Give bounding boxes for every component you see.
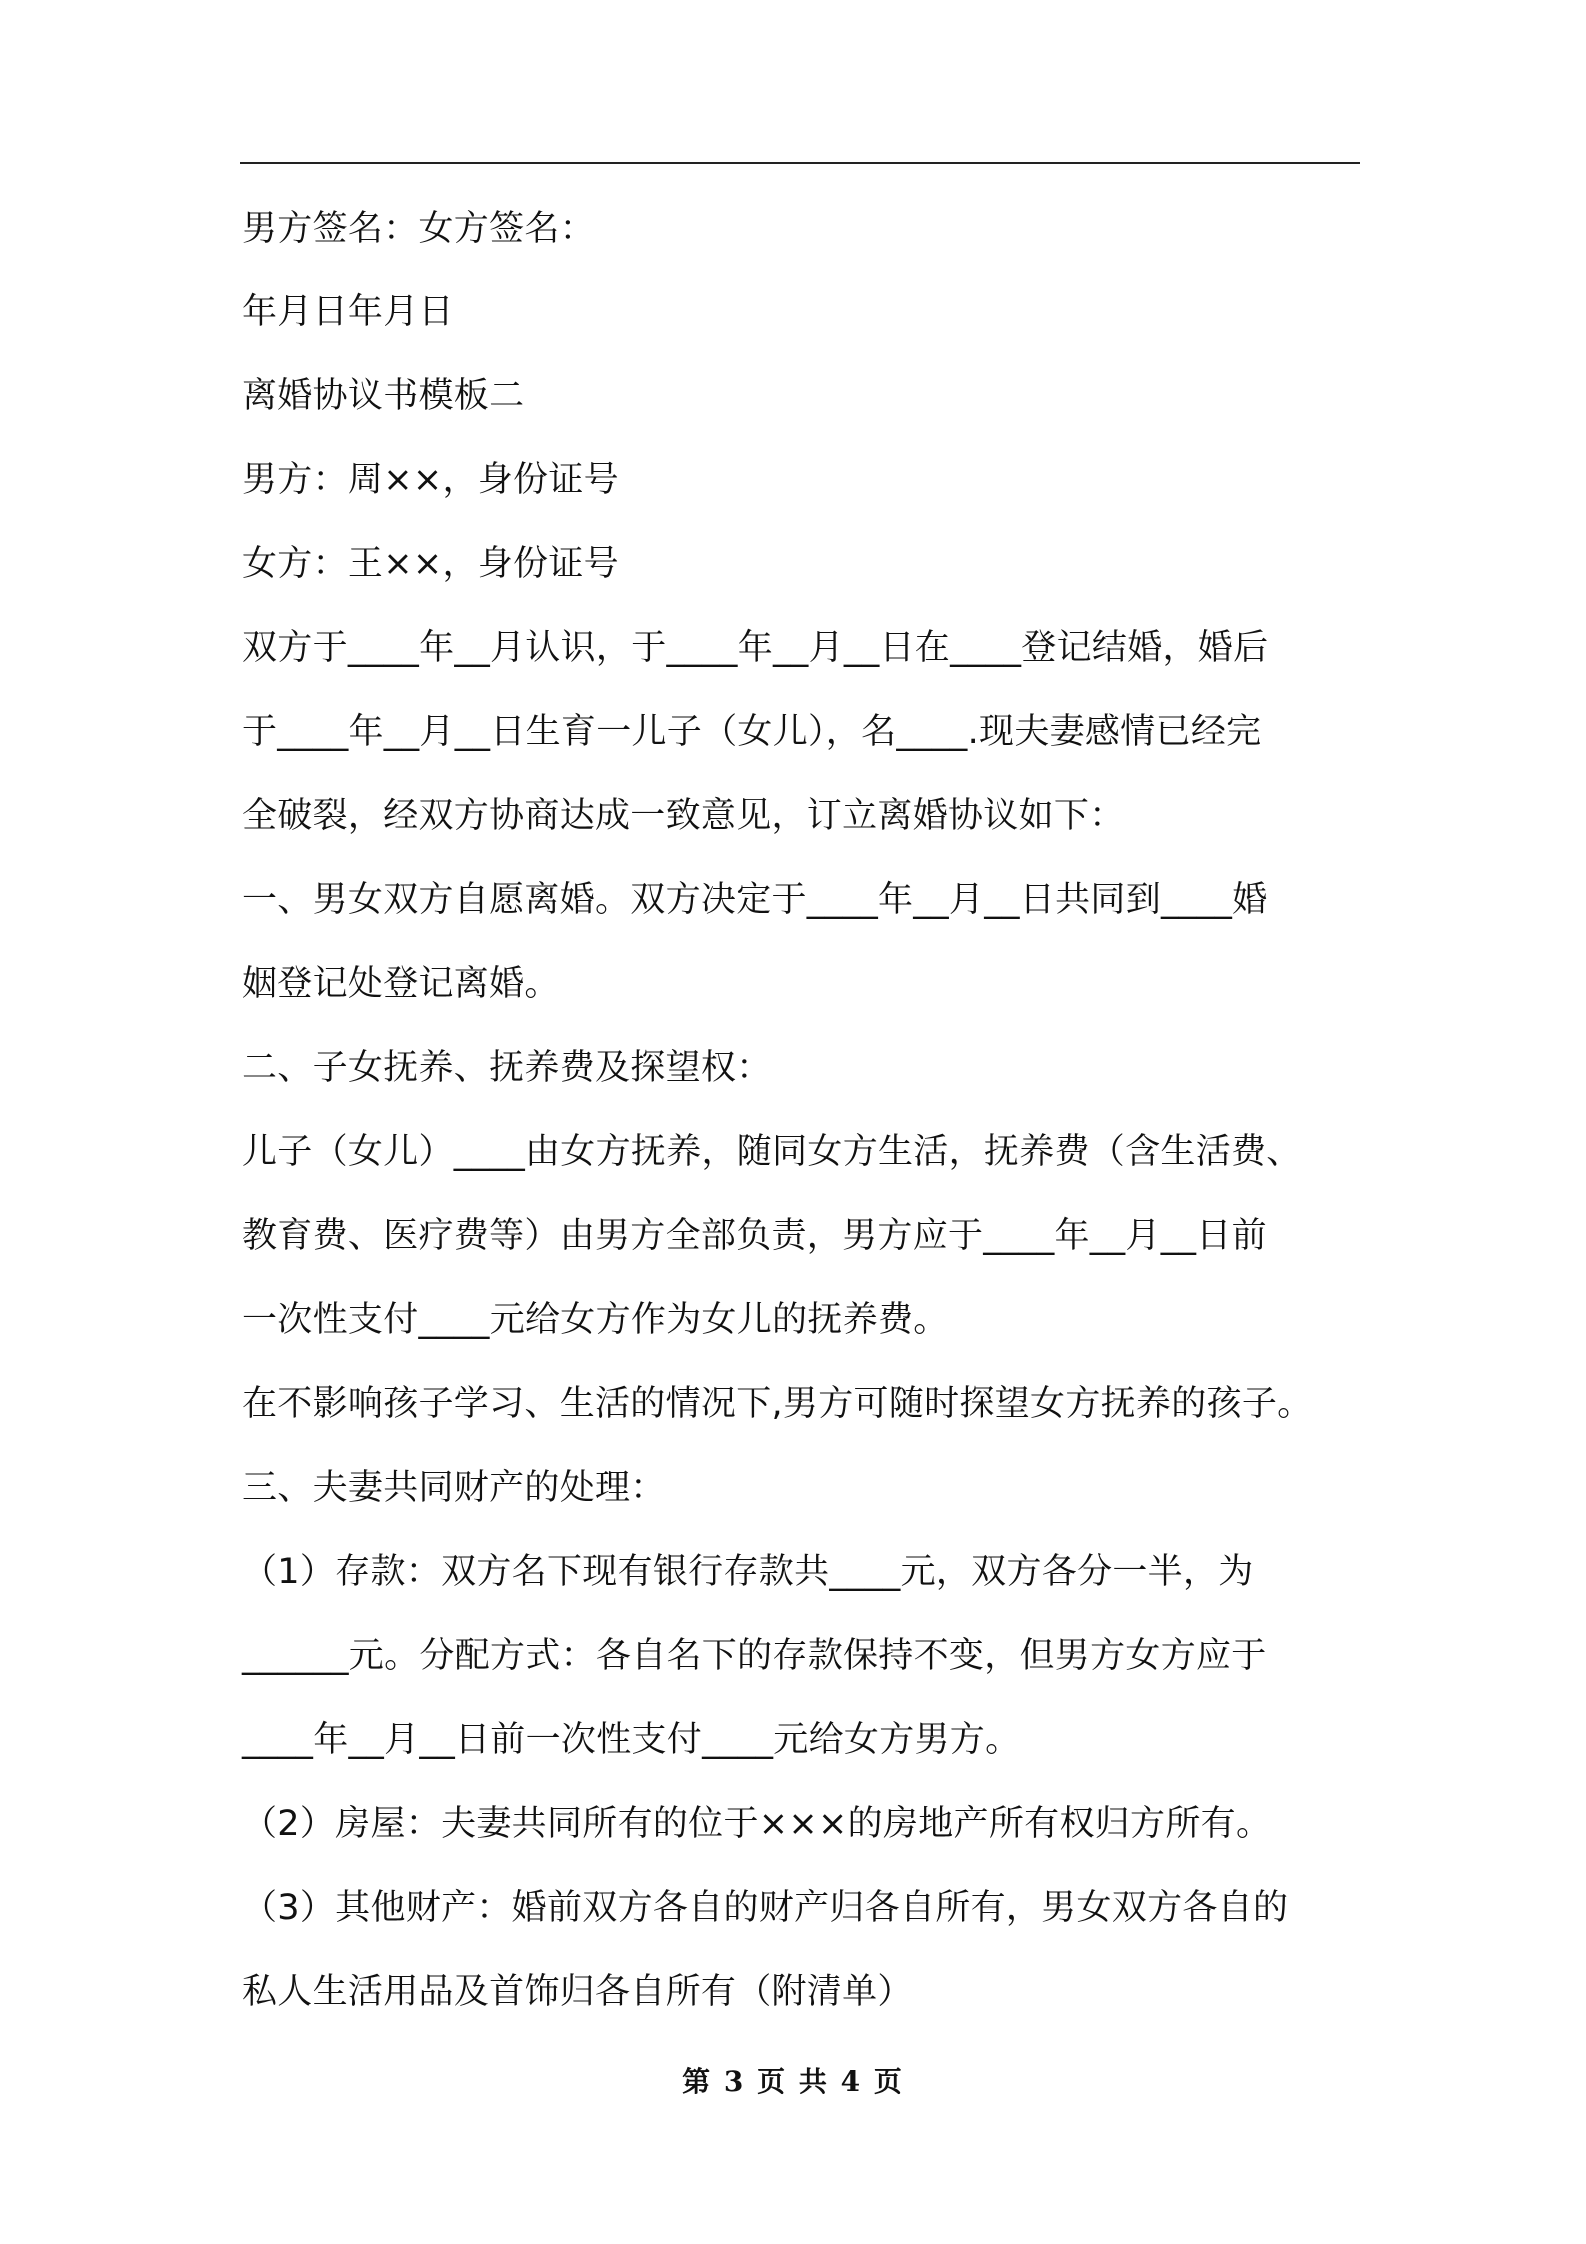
female-party-line: 女方：王××，身份证号: [242, 544, 619, 584]
paragraph-line: 双方于____年__月认识，于____年__月__日在____登记结婚，婚后: [242, 628, 1269, 668]
visitation-line: 在不影响孩子学习、生活的情况下,男方可随时探望女方抚养的孩子。: [242, 1384, 1313, 1424]
clause-two-heading: 二、子女抚养、抚养费及探望权：: [242, 1048, 772, 1088]
paragraph-line: 全破裂，经双方协商达成一致意见，订立离婚协议如下：: [242, 796, 1125, 836]
page-number: 第 3 页 共 4 页: [682, 2065, 904, 2098]
paragraph-line: 于____年__月__日生育一儿子（女儿），名____.现夫妻感情已经完: [242, 712, 1262, 752]
other-property-line: （3）其他财产：婚前双方各自的财产归各自所有，男女双方各自的: [242, 1888, 1289, 1928]
deposit-line: ______元。分配方式：各自名下的存款保持不变，但男方女方应于: [242, 1636, 1267, 1676]
date-line: 年月日年月日: [242, 292, 454, 332]
other-property-line: 私人生活用品及首饰归各自所有（附清单）: [242, 1972, 913, 2012]
deposit-line: （1）存款：双方名下现有银行存款共____元，双方各分一半，为: [242, 1552, 1254, 1592]
header-rule: [240, 162, 1360, 164]
signature-line: 男方签名：女方签名：: [242, 209, 596, 249]
deposit-line: ____年__月__日前一次性支付____元给女方男方。: [242, 1720, 1021, 1760]
clause-two-line: 儿子（女儿）____由女方抚养，随同女方生活，抚养费（含生活费、: [242, 1132, 1302, 1172]
clause-one-line: 一、男女双方自愿离婚。双方决定于____年__月__日共同到____婚: [242, 880, 1268, 920]
clause-one-line: 姻登记处登记离婚。: [242, 964, 560, 1004]
clause-two-line: 教育费、医疗费等）由男方全部负责，男方应于____年__月__日前: [242, 1216, 1267, 1256]
clause-three-heading: 三、夫妻共同财产的处理：: [242, 1468, 666, 1508]
document-title: 离婚协议书模板二: [242, 376, 525, 416]
male-party-line: 男方：周××，身份证号: [242, 460, 619, 500]
house-line: （2）房屋：夫妻共同所有的位于×××的房地产所有权归方所有。: [242, 1804, 1272, 1844]
clause-two-line: 一次性支付____元给女方作为女儿的抚养费。: [242, 1300, 949, 1340]
